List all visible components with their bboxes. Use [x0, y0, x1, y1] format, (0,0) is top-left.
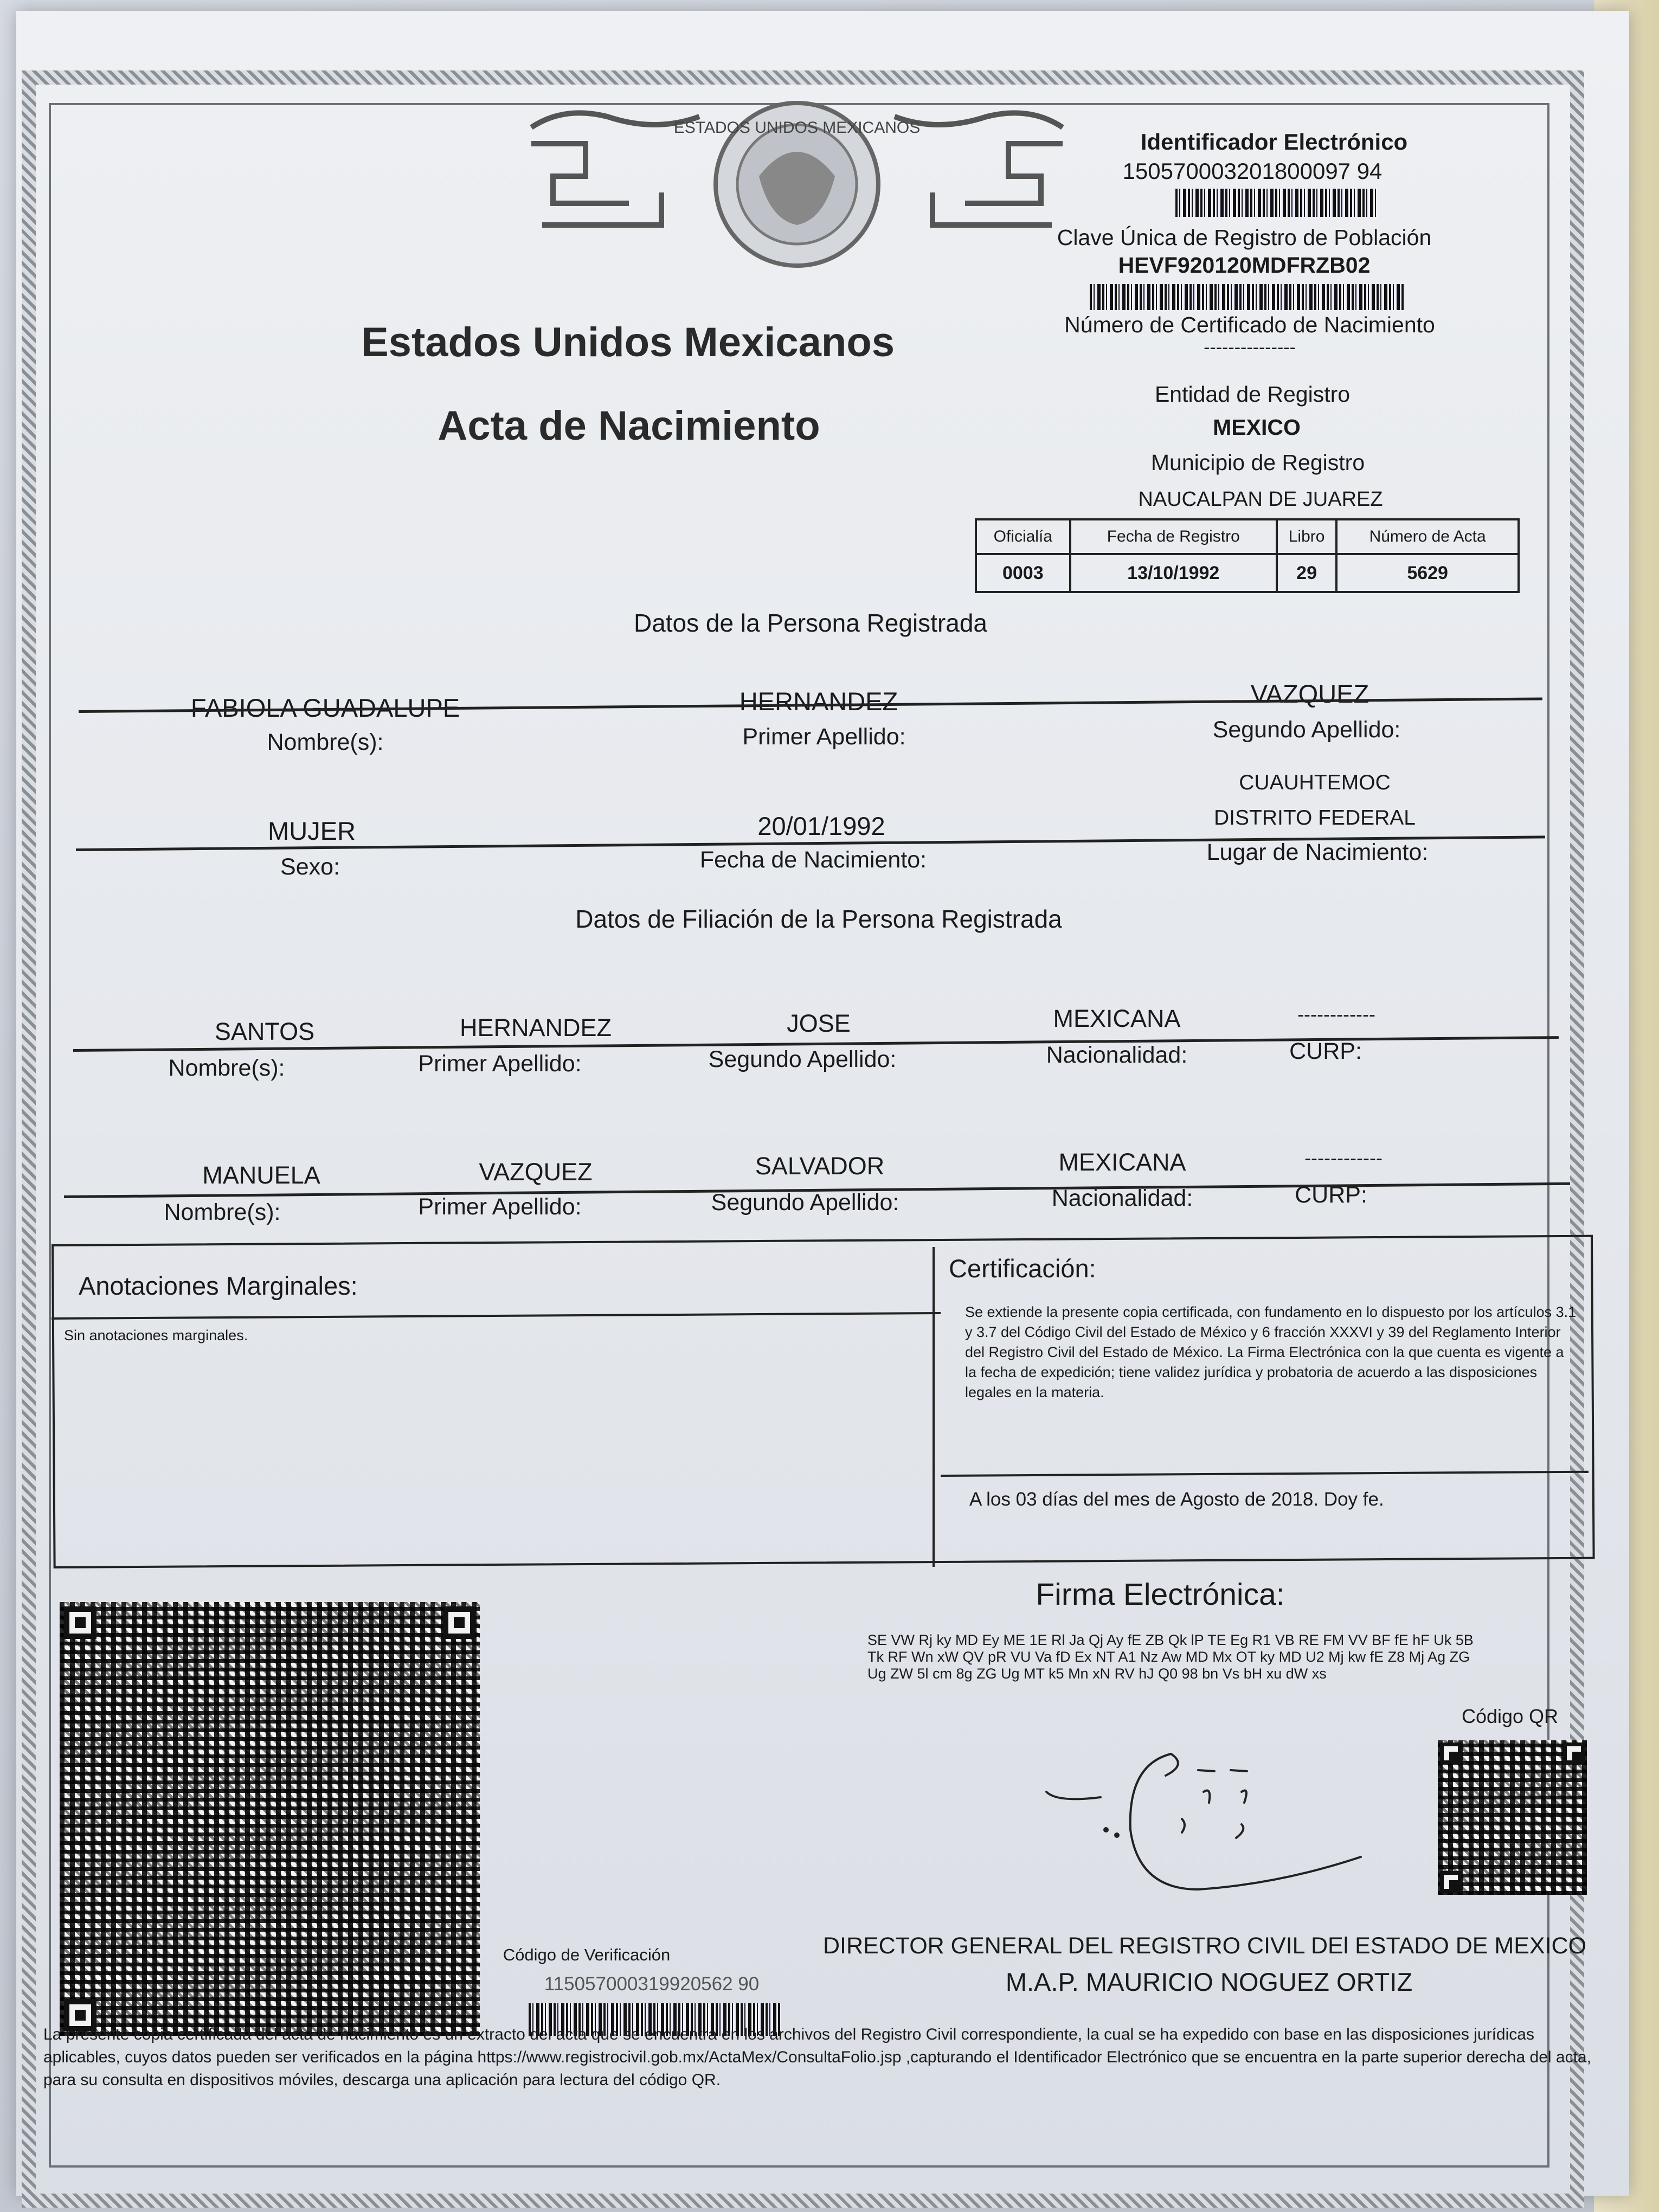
certification-date-line: A los 03 días del mes de Agosto de 2018. Doy fe.: [969, 1489, 1384, 1510]
person-name-value: FABIOLA GUADALUPE: [190, 693, 460, 722]
electronic-signature-title: Firma Electrónica:: [1036, 1577, 1285, 1612]
mother-first-surname-label: Primer Apellido:: [418, 1194, 582, 1220]
certification-title: Certificación:: [949, 1254, 1096, 1283]
sex-value: MUJER: [268, 816, 356, 845]
registry-entity-value: MEXICO: [1213, 415, 1301, 440]
mother-nationality-label: Nacionalidad:: [1051, 1185, 1193, 1211]
registry-table-header: [976, 519, 1519, 554]
curp-value: HEVF920120MDFRZB02: [1118, 253, 1371, 278]
registry-municipality-label: Municipio de Registro: [1150, 450, 1365, 475]
birthplace-city-value: CUAUHTEMOC: [1239, 771, 1391, 794]
document-title: Acta de Nacimiento: [438, 403, 820, 449]
father-name-value: SANTOS: [214, 1018, 315, 1045]
birthplace-label: Lugar de Nacimiento:: [1206, 839, 1429, 865]
table-header-cell: Número de Acta: [1336, 519, 1519, 554]
registry-municipality-value: NAUCALPAN DE JUAREZ: [1138, 488, 1383, 511]
mother-name-value: MANUELA: [202, 1161, 320, 1189]
father-curp-value: ------------: [1297, 1003, 1375, 1025]
mother-nationality-value: MEXICANA: [1058, 1148, 1186, 1176]
director-title: DIRECTOR GENERAL DEL REGISTRO CIVIL DEl ESTADO DE MEXICO: [822, 1933, 1587, 1959]
table-header-cell: Fecha de Registro: [1070, 519, 1277, 554]
country-title: Estados Unidos Mexicanos: [361, 319, 895, 365]
filiation-section-title: Datos de Filiación de la Persona Registrada: [575, 905, 1062, 933]
mother-name-label: Nombre(s):: [164, 1199, 281, 1225]
birth-date-label: Fecha de Nacimiento:: [699, 847, 927, 873]
mother-curp-value: ------------: [1304, 1147, 1382, 1169]
birth-certificate-number-value: ---------------: [1204, 337, 1296, 358]
box-divider: [933, 1247, 935, 1567]
qr-code-label: Código QR: [1461, 1705, 1559, 1727]
barcode-icon: [1175, 189, 1376, 217]
person-section-title: Datos de la Persona Registrada: [633, 609, 988, 637]
qr-finder-icon: [64, 1606, 97, 1639]
verification-code-value: 115057000319920562 90: [544, 1973, 760, 1995]
person-second-surname-label: Segundo Apellido:: [1212, 717, 1401, 743]
small-qr-code-icon: [1438, 1740, 1587, 1895]
person-second-surname-value: VAZQUEZ: [1250, 679, 1369, 708]
father-first-surname-label: Primer Apellido:: [418, 1051, 582, 1077]
person-name-label: Nombre(s):: [267, 729, 384, 755]
qr-finder-icon: [1563, 1742, 1585, 1764]
registry-table-row: [976, 554, 1519, 592]
table-header-cell: Oficialía: [976, 519, 1070, 554]
handwritten-signature-icon: [1036, 1732, 1372, 1911]
curp-label: Clave Única de Registro de Población: [1057, 225, 1432, 250]
birthplace-state-value: DISTRITO FEDERAL: [1213, 806, 1416, 829]
annotations-title: Anotaciones Marginales:: [79, 1271, 358, 1300]
father-second-surname-value: JOSE: [787, 1009, 851, 1037]
sex-label: Sexo:: [280, 854, 340, 880]
director-name: M.A.P. MAURICIO NOGUEZ ORTIZ: [1005, 1967, 1413, 1996]
seal-text: ESTADOS UNIDOS MEXICANOS: [673, 119, 921, 137]
electronic-id-value: 150570003201800097 94: [1122, 158, 1382, 184]
certification-text: Se extiende la presente copia certificada, con fundamento en lo dispuesto por los artículos 3.1 y 3.7 del Código Civil del Estado de México y 6 fracción XXXVI y 39 del Reglamento Interior del Registro Civil del Estado de México. La Firma Electrónica con la que cuenta es vigente a la fecha de expedición; tiene validez jurídica y probatoria de acuerdo a las disposiciones legales en la materia.: [965, 1304, 1577, 1400]
registry-table: [975, 518, 1520, 593]
qr-finder-icon: [1440, 1742, 1462, 1764]
table-cell: 13/10/1992: [1070, 554, 1277, 592]
father-second-surname-label: Segundo Apellido:: [708, 1046, 897, 1072]
father-nationality-label: Nacionalidad:: [1046, 1042, 1188, 1068]
person-first-surname-label: Primer Apellido:: [742, 724, 906, 750]
national-seal-icon: [520, 95, 1073, 274]
mother-first-surname-value: VAZQUEZ: [479, 1158, 593, 1186]
father-nationality-value: MEXICANA: [1053, 1005, 1181, 1032]
large-qr-code-icon: [60, 1602, 480, 2036]
footer-legal-text: La presente copia certificada del acta de nacimiento es un extracto del acta que se encuentra en los archivos del Registro Civil correspondiente, la cual se ha expedido con base en las disposiciones jurídicas aplicables, cuyos datos pueden ser verificados en la página https://www.registrocivil.gob.mx/ActaMex/ConsultaFolio.jsp ,capturando el Identificador Electrónico que se encuentra en la parte superior derecha del acta, para su consulta en dispositivos móviles, descarga una aplicación para lectura del código QR.: [43, 2025, 1591, 2089]
electronic-signature-hash: SE VW Rj ky MD Ey ME 1E Rl Ja Qj Ay fE ZB Qk lP TE Eg R1 VB RE FM VV BF fE hF Uk 5B Tk RF Wn xW QV pR VU Va fD Ex NT A1 Nz Aw MD Mx OT ky MD U2 Mj kw fE Z8 Mj Ag ZG Ug ZW 5l cm 8g ZG Ug MT k5 Mn xN RV hJ Q0 98 bn Vs bH xu dW xs: [867, 1632, 1474, 1682]
verification-code-label: Código de Verificación: [503, 1945, 671, 1964]
registry-entity-label: Entidad de Registro: [1154, 382, 1351, 407]
table-header-cell: Libro: [1277, 519, 1336, 554]
father-first-surname-value: HERNANDEZ: [459, 1014, 612, 1041]
mother-second-surname-label: Segundo Apellido:: [711, 1189, 899, 1216]
annotations-text: Sin anotaciones marginales.: [64, 1327, 248, 1343]
table-cell: 0003: [976, 554, 1070, 592]
person-first-surname-value: HERNANDEZ: [739, 687, 898, 716]
mother-second-surname-value: SALVADOR: [755, 1152, 885, 1180]
table-cell: 5629: [1336, 554, 1519, 592]
electronic-id-label: Identificador Electrónico: [1140, 129, 1408, 155]
mother-curp-label: CURP:: [1295, 1182, 1367, 1208]
qr-finder-icon: [1440, 1871, 1462, 1893]
father-curp-label: CURP:: [1289, 1038, 1362, 1064]
birth-certificate-number-label: Número de Certificado de Nacimiento: [1064, 312, 1435, 337]
birth-date-value: 20/01/1992: [757, 812, 885, 840]
table-cell: 29: [1277, 554, 1336, 592]
father-name-label: Nombre(s):: [168, 1055, 285, 1081]
qr-finder-icon: [443, 1606, 475, 1639]
barcode-icon: [1090, 284, 1404, 310]
